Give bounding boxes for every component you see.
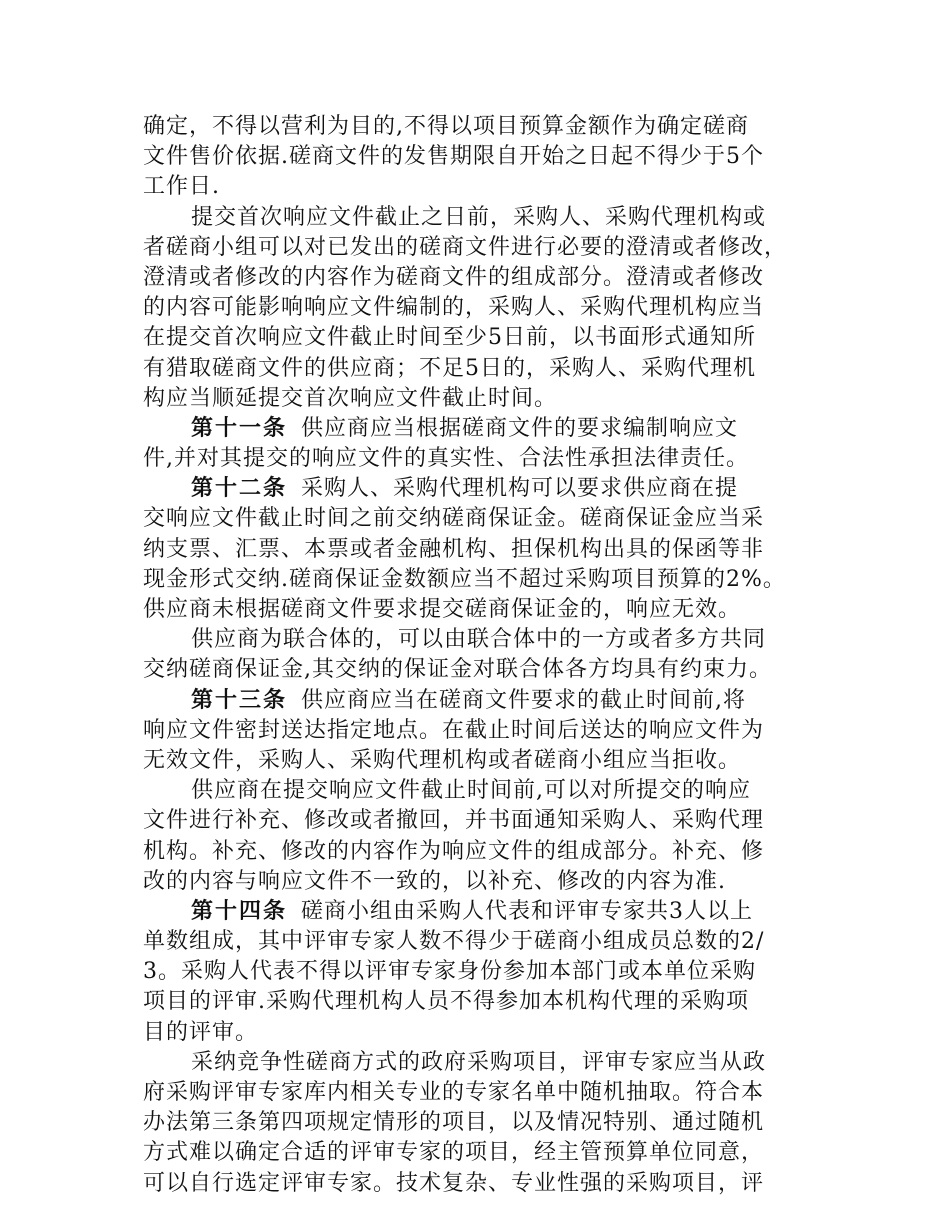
text-line-body: 磋商小组由采购人代表和评审专家共3人以上 <box>301 898 754 924</box>
text-line: 现金形式交纳.磋商保证金数额应当不超过采购项目预算的2%。 <box>143 566 786 592</box>
text-line: 文件售价依据.磋商文件的发售期限自开始之日起不得少于5个 <box>143 144 764 170</box>
text-line: 在提交首次响应文件截止时间至少5日前，以书面形式通知所 <box>143 325 756 351</box>
article-14-paragraph <box>143 897 815 1048</box>
text-line-body: 供应商应当根据磋商文件的要求编制响应文 <box>301 415 739 441</box>
article-11-paragraph <box>143 414 815 474</box>
paragraph <box>143 776 815 897</box>
text-line: 交响应文件截止时间之前交纳磋商保证金。磋商保证金应当采 <box>143 506 765 532</box>
article-heading: 第十四条 <box>191 898 288 924</box>
text-line: 件,并对其提交的响应文件的真实性、合法性承担法律责任。 <box>143 446 749 472</box>
text-line <box>143 897 815 927</box>
text-line-body: 采购人、采购代理机构可以要求供应商在提 <box>301 476 739 502</box>
text-line: 响应文件密封送达指定地点。在截止时间后送达的响应文件为 <box>143 717 765 743</box>
article-12-paragraph <box>143 474 815 625</box>
text-line: 方式难以确定合适的评审专家的项目，经主管预算单位同意， <box>143 1140 765 1166</box>
paragraph <box>143 203 815 414</box>
text-line: 改的内容与响应文件不一致的，以补充、修改的内容为准. <box>143 868 726 894</box>
text-line: 有猎取磋商文件的供应商；不足5日的，采购人、采购代理机 <box>143 355 756 381</box>
text-line: 项目的评审.采购代理机构人员不得参加本机构代理的采购项 <box>143 989 749 1015</box>
text-line: 纳支票、汇票、本票或者金融机构、担保机构出具的保函等非 <box>143 536 765 562</box>
text-line: 可以自行选定评审专家。技术复杂、专业性强的采购项目，评 <box>143 1170 765 1196</box>
text-line-body: 供应商应当在磋商文件要求的截止时间前,将 <box>301 687 747 713</box>
document-page <box>143 112 815 1199</box>
article-heading: 第十三条 <box>191 687 288 713</box>
text-line: 供应商在提交响应文件截止时间前,可以对所提交的响应 <box>191 778 751 804</box>
text-line: 的内容可能影响响应文件编制的，采购人、采购代理机构应当 <box>143 295 765 321</box>
text-line: 确定，不得以营利为目的,不得以项目预算金额作为确定磋商 <box>143 114 749 139</box>
text-line: 府采购评审专家库内相关专业的专家名单中随机抽取。符合本 <box>143 1080 765 1105</box>
text-line <box>143 474 815 504</box>
article-heading: 第十二条 <box>191 476 288 502</box>
article-heading: 第十一条 <box>191 415 288 441</box>
text-line: 构应当顺延提交首次响应文件截止时间。 <box>143 385 558 411</box>
text-line: 机构。补充、修改的内容作为响应文件的组成部分。补充、修 <box>143 838 765 864</box>
text-line: 供应商未根据磋商文件要求提交磋商保证金的，响应无效。 <box>143 597 742 622</box>
text-line: 供应商为联合体的，可以由联合体中的一方或者多方共同 <box>191 627 767 653</box>
paragraph <box>143 1048 815 1199</box>
text-line: 单数组成，其中评审专家人数不得少于磋商小组成员总数的2/ <box>143 929 765 955</box>
text-line: 文件进行补充、修改或者撤回，并书面通知采购人、采购代理 <box>143 808 765 834</box>
text-line: 工作日. <box>143 174 220 200</box>
text-line <box>143 414 815 444</box>
text-line: 无效文件，采购人、采购代理机构或者磋商小组应当拒收。 <box>143 747 742 773</box>
text-line: 提交首次响应文件截止之日前，采购人、采购代理机构或 <box>191 204 767 230</box>
text-line: 交纳磋商保证金,其交纳的保证金对联合体各方均具有约束力。 <box>143 657 772 683</box>
text-line <box>143 686 815 716</box>
text-line: 目的评审。 <box>143 1019 259 1045</box>
paragraph <box>143 112 815 203</box>
text-line: 者磋商小组可以对已发出的磋商文件进行必要的澄清或者修改， <box>143 234 788 260</box>
text-line: 办法第三条第四项规定情形的项目，以及情况特别、通过随机 <box>143 1110 765 1136</box>
article-13-paragraph <box>143 686 815 777</box>
text-line: 3。采购人代表不得以评审专家身份参加本部门或本单位采购 <box>143 959 756 985</box>
text-line: 采纳竞争性磋商方式的政府采购项目，评审专家应当从政 <box>191 1049 767 1075</box>
text-line: 澄清或者修改的内容作为磋商文件的组成部分。澄清或者修改 <box>143 264 765 290</box>
paragraph <box>143 625 815 685</box>
